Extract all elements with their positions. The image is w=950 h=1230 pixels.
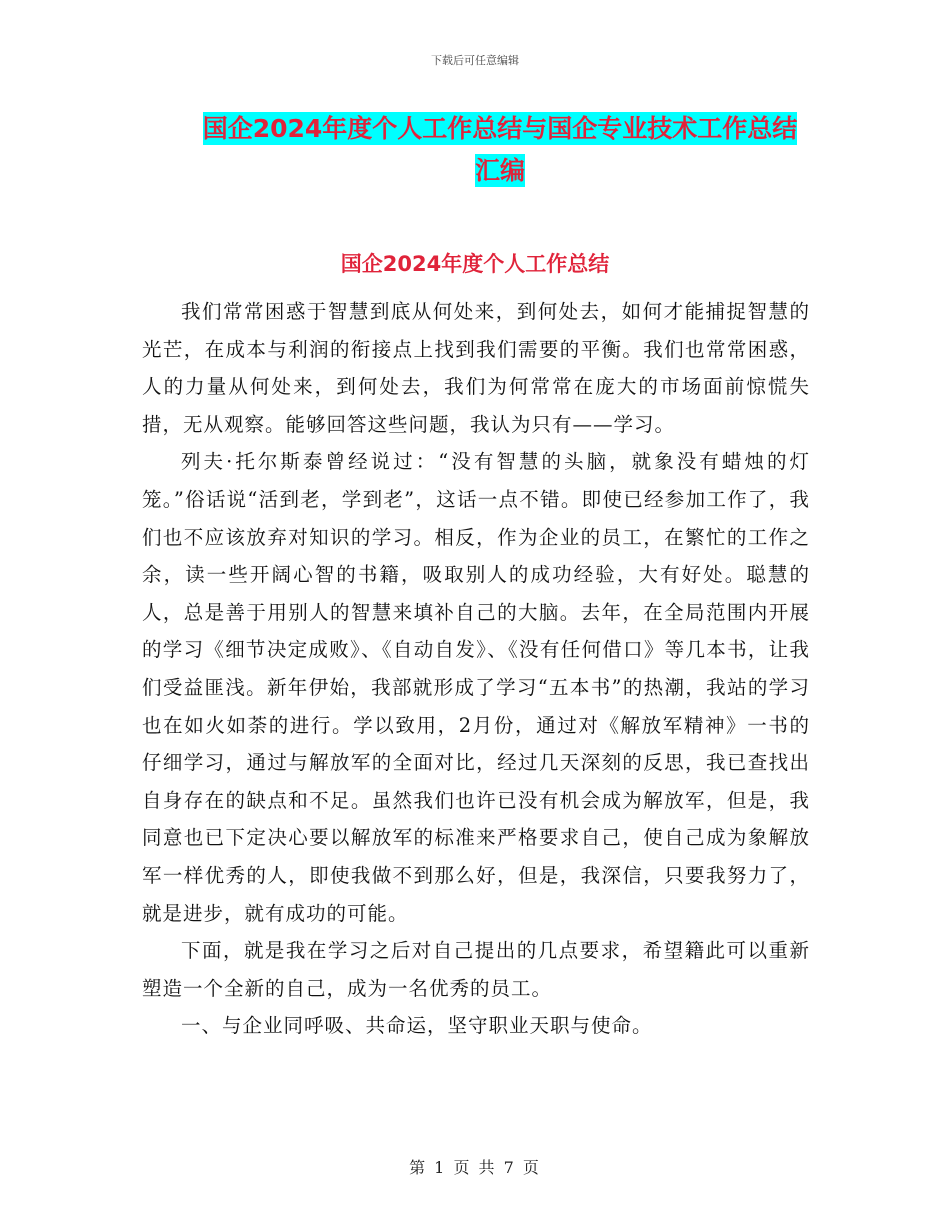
document-title bbox=[140, 108, 860, 192]
document-title-line1: 国企2024年度个人工作总结与国企专业技术工作总结 bbox=[202, 114, 798, 143]
body-text bbox=[142, 293, 810, 1045]
paragraph: 我们常常困惑于智慧到底从何处来，到何处去，如何才能捕捉智慧的光芒，在成本与利润的衔接点上找到我们需要的平衡。我们也常常困惑，人的力量从何处来，到何处去，我们为何常常在庞大的市场面前惊慌失措，无从观察。能够回答这些问题，我认为只有——学习。 bbox=[142, 300, 810, 436]
paragraph: 一、与企业同呼吸、共命运，坚守职业天职与使命。 bbox=[181, 1014, 653, 1038]
section-title: 国企2024年度个人工作总结 bbox=[340, 252, 610, 276]
document-title-line2: 汇编 bbox=[474, 156, 525, 185]
page-number: 第 1 页 共 7 页 bbox=[409, 1158, 541, 1177]
page-header-note: 下载后可任意编辑 bbox=[431, 54, 519, 67]
paragraph: 列夫·托尔斯泰曾经说过：“没有智慧的头脑，就象没有蜡烛的灯笼。”俗话说“活到老，学到老”，这话一点不错。即使已经参加工作了，我们也不应该放弃对知识的学习。相反，作为企业的员工，在繁忙的工作之余，读一些开阔心智的书籍，吸取别人的成功经验，大有好处。聪慧的人，总是善于用别人的智慧来填补自己的大脑。去年，在全局范围内开展的学习《细节决定成败》、《自动自发》、《没有任何借口》等几本书，让我们受益匪浅。新年伊始，我部就形成了学习“五本书”的热潮，我站的学习也在如火如荼的进行。学以致用，2月份，通过对《解放军精神》一书的仔细学习，通过与解放军的全面对比，经过几天深刻的反思，我已查找出自身存在的缺点和不足。虽然我们也许已没有机会成为解放军，但是，我同意也已下定决心要以解放军的标准来严格要求自己，使自己成为象解放军一样优秀的人，即使我做不到那么好，但是，我深信，只要我努力了，就是进步，就有成功的可能。 bbox=[142, 450, 810, 925]
paragraph: 下面，就是我在学习之后对自己提出的几点要求，希望籍此可以重新塑造一个全新的自己，成为一名优秀的员工。 bbox=[142, 939, 810, 1000]
